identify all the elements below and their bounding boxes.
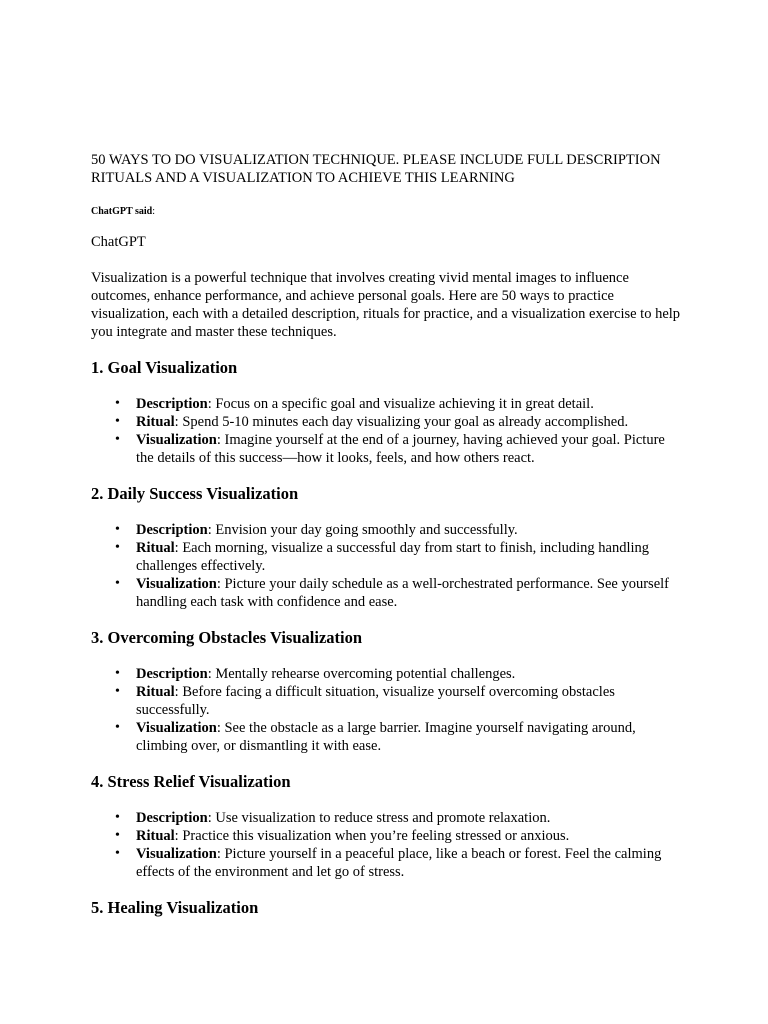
section-heading: 2. Daily Success Visualization: [91, 484, 299, 503]
section-heading: 4. Stress Relief Visualization: [91, 772, 291, 791]
section-item-list: [91, 809, 681, 881]
bullet-icon: •: [115, 828, 120, 843]
list-item: [115, 683, 681, 719]
item-term: Description: [136, 810, 208, 826]
section-item-list: [91, 665, 681, 755]
list-item: [115, 431, 681, 467]
item-text: : Picture yourself in a peaceful place, like a beach or forest. Feel the calming effects of the environment and let go of stress.: [136, 846, 662, 880]
item-text: : Spend 5-10 minutes each day visualizing your goal as already accomplished.: [174, 414, 629, 430]
section-heading: 1. Goal Visualization: [91, 358, 238, 377]
item-term: Description: [136, 396, 208, 412]
bullet-icon: •: [115, 684, 120, 699]
item-text: : Before facing a difficult situation, visualize yourself overcoming obstacles successfully.: [136, 684, 615, 718]
list-item: [115, 809, 681, 827]
item-term: Ritual: [136, 684, 175, 700]
item-term: Ritual: [136, 828, 175, 844]
bullet-icon: •: [115, 396, 120, 411]
item-text: : Use visualization to reduce stress and promote relaxation.: [207, 810, 551, 826]
item-text: : Focus on a specific goal and visualize achieving it in great detail.: [207, 396, 594, 412]
said-label-text: ChatGPT said: [91, 206, 153, 217]
item-term: Visualization: [136, 432, 217, 448]
bullet-icon: •: [115, 720, 120, 735]
bullet-icon: •: [115, 576, 120, 591]
said-colon: :: [152, 206, 156, 217]
list-item: [115, 719, 681, 755]
item-term: Visualization: [136, 846, 217, 862]
list-item: [115, 575, 681, 611]
item-text: : Each morning, visualize a successful day from start to finish, including handling challenges effectively.: [136, 540, 650, 574]
item-term: Description: [136, 666, 208, 682]
item-term: Visualization: [136, 720, 217, 736]
item-text: : Envision your day going smoothly and successfully.: [207, 522, 518, 538]
bullet-icon: •: [115, 414, 120, 429]
bullet-icon: •: [115, 432, 120, 447]
list-item: [115, 827, 681, 845]
section-heading: 5. Healing Visualization: [91, 898, 259, 917]
section-item-list: [91, 395, 681, 467]
list-item: [115, 845, 681, 881]
item-text: : See the obstacle as a large barrier. Imagine yourself navigating around, climbing over, or dismantling it with ease.: [136, 720, 636, 754]
list-item: [115, 539, 681, 575]
item-term: Visualization: [136, 576, 217, 592]
item-term: Ritual: [136, 540, 175, 556]
intro-paragraph: Visualization is a powerful technique that involves creating vivid mental images to influence outcomes, enhance performance, and achieve personal goals. Here are 50 ways to practice visualization, each with a detailed description, rituals for practice, and a visualization exercise to help you integrate and master these techniques.: [91, 270, 681, 340]
user-prompt: 50 WAYS TO DO VISUALIZATION TECHNIQUE. PLEASE INCLUDE FULL DESCRIPTION RITUALS AND A VISUALIZATION TO ACHIEVE THIS LEARNING: [91, 152, 661, 186]
item-text: : Imagine yourself at the end of a journey, having achieved your goal. Picture the details of this success—how it looks, feels, and how others react.: [136, 432, 665, 466]
item-term: Description: [136, 522, 208, 538]
bullet-icon: •: [115, 846, 120, 861]
bullet-icon: •: [115, 810, 120, 825]
list-item: [115, 521, 681, 539]
list-item: [115, 413, 681, 431]
list-item: [115, 665, 681, 683]
bullet-icon: •: [115, 522, 120, 537]
bullet-icon: •: [115, 540, 120, 555]
bullet-icon: •: [115, 666, 120, 681]
item-text: : Practice this visualization when you’re feeling stressed or anxious.: [174, 828, 570, 844]
item-term: Ritual: [136, 414, 175, 430]
section-heading: 3. Overcoming Obstacles Visualization: [91, 628, 363, 647]
item-text: : Mentally rehearse overcoming potential challenges.: [207, 666, 516, 682]
section-item-list: [91, 521, 681, 611]
list-item: [115, 395, 681, 413]
speaker-name: ChatGPT: [91, 234, 146, 250]
item-text: : Picture your daily schedule as a well-orchestrated performance. See yourself handling each task with confidence and ease.: [136, 576, 669, 610]
document-page: [91, 151, 681, 918]
assistant-said-label: [91, 206, 681, 218]
sections-container: [91, 358, 681, 918]
